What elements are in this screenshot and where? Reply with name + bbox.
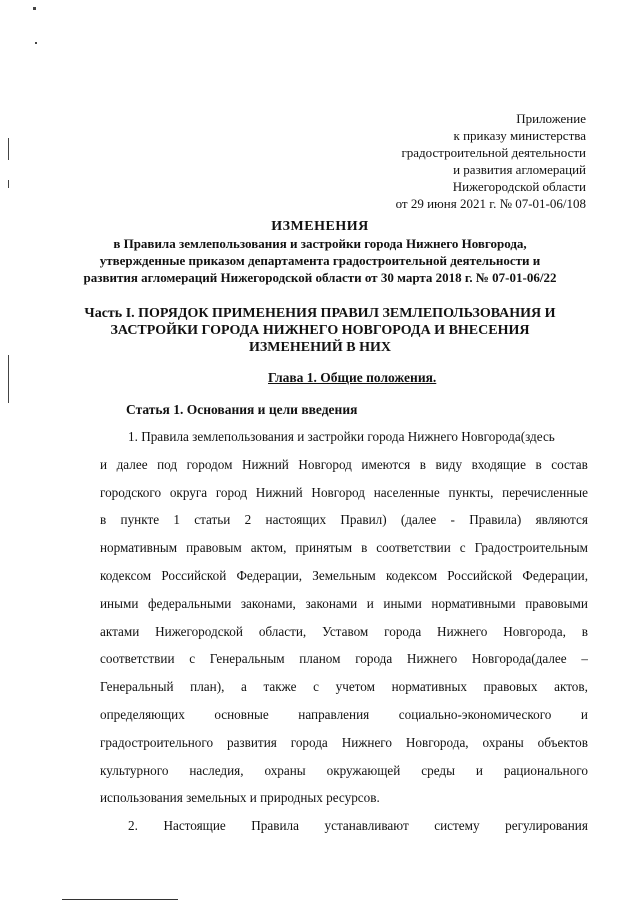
heading-line: развития агломераций Нижегородской области от 30 марта 2018 г. № 07-01-06/22 bbox=[83, 270, 557, 285]
part-title-line: ИЗМЕНЕНИЙ В НИХ bbox=[249, 340, 391, 355]
body-line: актами Нижегородской области, Уставом города Нижнего Новгорода, в bbox=[100, 623, 588, 639]
body-line: использования земельных и природных ресурсов. bbox=[100, 790, 380, 806]
footnote-rule bbox=[62, 899, 178, 900]
body-line: иными федеральными законами, законами и иными нормативными правовыми bbox=[100, 595, 588, 611]
body-line: городского округа город Нижний Новгород населенные пункты, перечисленные bbox=[100, 484, 588, 500]
heading-line: в Правила землепользования и застройки города Нижнего Новгорода, bbox=[113, 236, 527, 251]
approval-line: Нижегородской области bbox=[452, 179, 586, 194]
body-line: 1. Правила землепользования и застройки города Нижнего Новгорода(здесь bbox=[128, 429, 555, 444]
document-title: ИЗМЕНЕНИЯ bbox=[271, 219, 369, 234]
body-line: Генеральный план), а также с учетом нормативных правовых актов, bbox=[100, 679, 588, 695]
approval-block bbox=[396, 110, 586, 212]
body-line: градостроительного развития города Нижнего Новгорода, охраны объектов bbox=[100, 734, 588, 750]
chapter-title: Глава 1. Общие положения. bbox=[268, 370, 437, 385]
body-line: культурного наследия, охраны окружающей среды и рационального bbox=[100, 762, 588, 778]
article-body bbox=[100, 423, 588, 840]
approval-line: Приложение bbox=[516, 111, 586, 126]
scan-mark bbox=[33, 7, 36, 10]
part-title bbox=[60, 305, 580, 356]
approval-line: к приказу министерства bbox=[453, 128, 586, 143]
document-heading bbox=[40, 218, 600, 286]
body-line: соответствии с Генеральным планом города Нижнего Новгорода(далее – bbox=[100, 651, 588, 667]
approval-line: градостроительной деятельности bbox=[401, 145, 586, 160]
scan-mark bbox=[8, 180, 9, 188]
article-title: Статья 1. Основания и цели введения bbox=[126, 402, 358, 417]
body-line: и далее под городом Нижний Новгород имеются в виду входящие в состав bbox=[100, 456, 588, 472]
part-title-line: Часть I. ПОРЯДОК ПРИМЕНЕНИЯ ПРАВИЛ ЗЕМЛЕПОЛЬЗОВАНИЯ И bbox=[84, 306, 556, 321]
approval-line: от 29 июня 2021 г. № 07-01-06/108 bbox=[395, 196, 586, 211]
body-line: 2. Настоящие Правила устанавливают систему регулирования bbox=[128, 818, 588, 834]
part-title-line: ЗАСТРОЙКИ ГОРОДА НИЖНЕГО НОВГОРОДА И ВНЕСЕНИЯ bbox=[110, 323, 530, 338]
approval-line: и развития агломераций bbox=[453, 162, 586, 177]
body-line: в пункте 1 статьи 2 настоящих Правил) (далее - Правила) являются bbox=[100, 512, 588, 528]
body-line: кодексом Российской Федерации, Земельным кодексом Российской Федерации, bbox=[100, 567, 588, 583]
scan-mark bbox=[8, 138, 9, 160]
heading-line: утвержденные приказом департамента градостроительной деятельности и bbox=[99, 253, 541, 268]
scan-mark bbox=[35, 42, 37, 44]
body-line: нормативным правовым актом, принятым в соответствии с Градостроительным bbox=[100, 540, 588, 556]
body-line: определяющих основные направления социально-экономического и bbox=[100, 706, 588, 722]
scan-mark bbox=[8, 355, 9, 403]
